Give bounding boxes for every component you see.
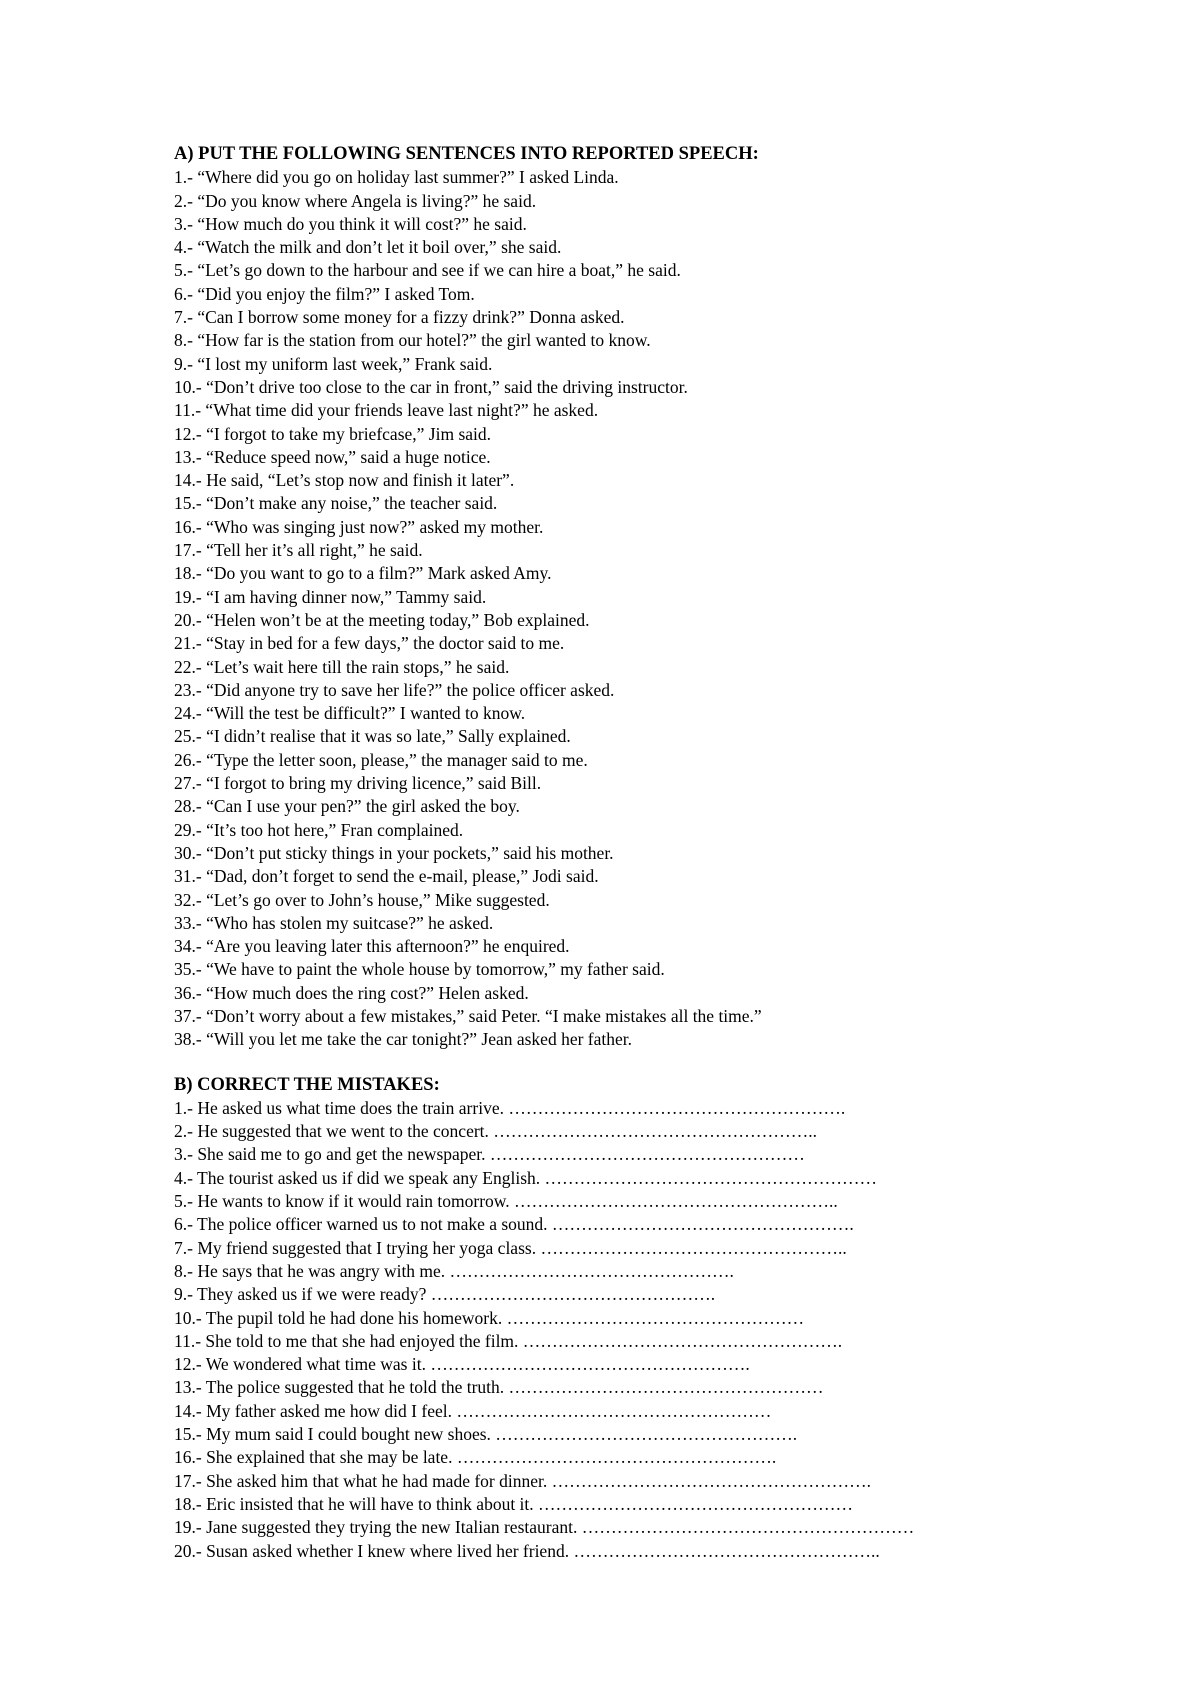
list-item: 22.- “Let’s wait here till the rain stops,” he said. [174,656,510,677]
list-item: 11.- “What time did your friends leave last night?” he asked. [174,400,599,421]
list-item: 38.- “Will you let me take the car tonight?” Jean asked her father. [174,1029,632,1050]
section-a-heading: A) PUT THE FOLLOWING SENTENCES INTO REPORTED SPEECH: [174,144,759,164]
list-item: 12.- “I forgot to take my briefcase,” Jim said. [174,423,492,444]
list-item: 37.- “Don’t worry about a few mistakes,” said Peter. “I make mistakes all the time.” [174,1005,762,1026]
section-a-list [174,166,1074,1051]
list-item: 10.- “Don’t drive too close to the car in front,” said the driving instructor. [174,376,688,397]
list-item: 35.- “We have to paint the whole house by tomorrow,” my father said. [174,959,665,980]
list-item: 21.- “Stay in bed for a few days,” the doctor said to me. [174,633,565,654]
list-item: 9.- They asked us if we were ready? …………………………………………. [174,1284,716,1305]
list-item: 10.- The pupil told he had done his homework. …………………………………………… [174,1307,805,1328]
list-item: 7.- My friend suggested that I trying her yoga class. …………………………………………….. [174,1237,847,1258]
list-item: 20.- “Helen won’t be at the meeting today,” Bob explained. [174,609,590,630]
section-b-heading: B) CORRECT THE MISTAKES: [174,1074,440,1095]
list-item: 2.- “Do you know where Angela is living?” he said. [174,190,537,211]
list-item: 15.- My mum said I could bought new shoes. ……………………………………………. [174,1424,798,1445]
list-item: 19.- “I am having dinner now,” Tammy said. [174,586,487,607]
list-item: 28.- “Can I use your pen?” the girl asked the boy. [174,796,520,817]
list-item: 27.- “I forgot to bring my driving licence,” said Bill. [174,773,542,794]
list-item: 13.- The police suggested that he told the truth. ……………………………………………… [174,1377,824,1398]
list-item: 4.- “Watch the milk and don’t let it boil over,” she said. [174,237,562,258]
list-item: 11.- She told to me that she had enjoyed the film. ………………………………………………. [174,1330,843,1351]
list-item: 17.- She asked him that what he had made for dinner. ………………………………………………. [174,1470,871,1491]
list-item: 20.- Susan asked whether I knew where lived her friend. …………………………………………….. [174,1540,880,1561]
list-item: 25.- “I didn’t realise that it was so late,” Sally explained. [174,726,571,747]
list-item: 12.- We wondered what time was it. ………………………………………………. [174,1354,750,1375]
list-item: 14.- He said, “Let’s stop now and finish it later”. [174,470,515,491]
list-item: 5.- “Let’s go down to the harbour and see if we can hire a boat,” he said. [174,260,681,281]
list-item: 3.- She said me to go and get the newspaper. ……………………………………………… [174,1144,805,1165]
list-item: 1.- “Where did you go on holiday last summer?” I asked Linda. [174,167,619,188]
worksheet-page [174,143,1074,1563]
list-item: 18.- “Do you want to go to a film?” Mark asked Amy. [174,563,552,584]
list-item: 17.- “Tell her it’s all right,” he said. [174,540,423,561]
list-item: 24.- “Will the test be difficult?” I wanted to know. [174,703,526,724]
list-item: 34.- “Are you leaving later this afternoon?” he enquired. [174,936,570,957]
list-item: 16.- “Who was singing just now?” asked my mother. [174,516,544,537]
list-item: 15.- “Don’t make any noise,” the teacher said. [174,493,498,514]
list-item: 4.- The tourist asked us if did we speak any English. ………………………………………………… [174,1167,878,1188]
list-item: 26.- “Type the letter soon, please,” the manager said to me. [174,749,588,770]
section-a [174,143,1074,1052]
list-item: 18.- Eric insisted that he will have to think about it. ……………………………………………… [174,1493,854,1514]
section-b-list [174,1097,1074,1563]
list-item: 36.- “How much does the ring cost?” Helen asked. [174,982,529,1003]
list-item: 7.- “Can I borrow some money for a fizzy drink?” Donna asked. [174,307,625,328]
list-item: 13.- “Reduce speed now,” said a huge notice. [174,446,491,467]
list-item: 31.- “Dad, don’t forget to send the e-mail, please,” Jodi said. [174,866,599,887]
list-item: 9.- “I lost my uniform last week,” Frank said. [174,353,493,374]
list-item: 16.- She explained that she may be late. ………………………………………………. [174,1447,777,1468]
list-item: 29.- “It’s too hot here,” Fran complained. [174,819,464,840]
list-item: 30.- “Don’t put sticky things in your pockets,” said his mother. [174,842,614,863]
list-item: 1.- He asked us what time does the train arrive. …………………………………………………. [174,1097,846,1118]
list-item: 6.- The police officer warned us to not make a sound. ……………………………………………. [174,1214,854,1235]
list-item: 8.- He says that he was angry with me. …………………………………………. [174,1260,734,1281]
list-item: 19.- Jane suggested they trying the new Italian restaurant. ………………………………………………… [174,1517,915,1538]
list-item: 6.- “Did you enjoy the film?” I asked Tom. [174,283,475,304]
list-item: 33.- “Who has stolen my suitcase?” he asked. [174,912,494,933]
list-item: 14.- My father asked me how did I feel. ……………………………………………… [174,1400,772,1421]
list-item: 23.- “Did anyone try to save her life?” the police officer asked. [174,679,615,700]
section-b [174,1074,1074,1563]
list-item: 8.- “How far is the station from our hotel?” the girl wanted to know. [174,330,651,351]
list-item: 3.- “How much do you think it will cost?” he said. [174,213,527,234]
list-item: 2.- He suggested that we went to the concert. ……………………………………………….. [174,1121,818,1142]
list-item: 5.- He wants to know if it would rain tomorrow. ……………………………………………….. [174,1191,838,1212]
list-item: 32.- “Let’s go over to John’s house,” Mike suggested. [174,889,550,910]
